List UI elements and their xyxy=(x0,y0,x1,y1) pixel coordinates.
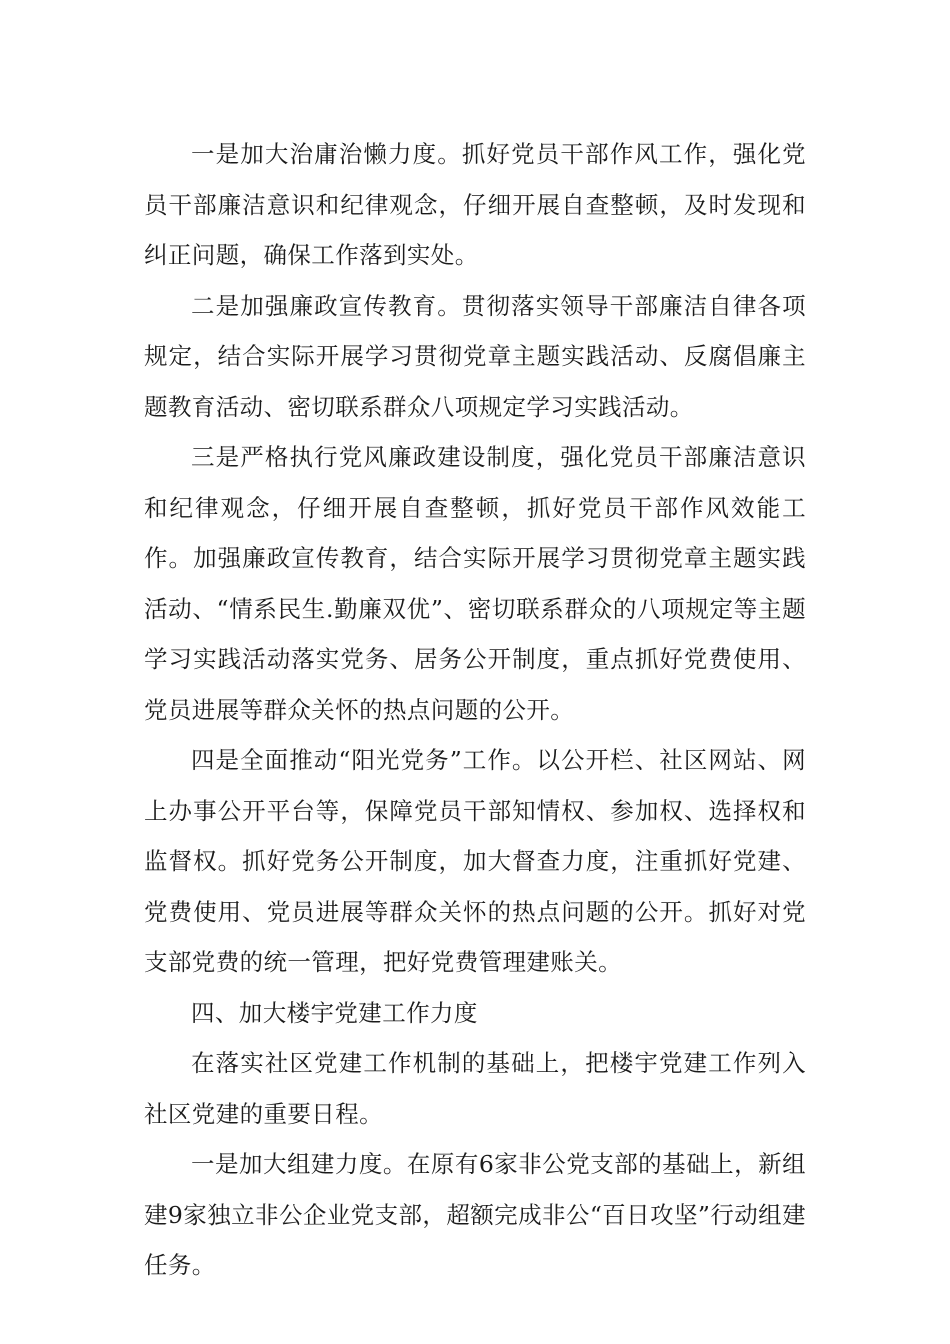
paragraph-party-style-system: 三是严格执行党风廉政建设制度，强化党员干部廉洁意识和纪律观念，仔细开展自查整顿，抓好党员干部作风效能工作。加强廉政宣传教育，结合实际开展学习贯彻党章主题实践活动、“情系民生.勤廉双优”、密切联系群众的八项规定等主题学习实践活动落实党务、居务公开制度，重点抓好党费使用、党员进展等群众关怀的热点问题的公开。 xyxy=(144,443,806,724)
section-heading-building-party: 四、加大楼宇党建工作力度 xyxy=(191,998,478,1027)
paragraph-integrity-education: 二是加强廉政宣传教育。贯彻落实领导干部廉洁自律各项规定，结合实际开展学习贯彻党章主题实践活动、反腐倡廉主题教育活动、密切联系群众八项规定学习实践活动。 xyxy=(144,291,806,421)
document-body xyxy=(144,129,806,1291)
paragraph-sunshine-party-affairs: 四是全面推动“阳光党务”工作。以公开栏、社区网站、网上办事公开平台等，保障党员干部知情权、参加权、选择权和监督权。抓好党务公开制度，加大督查力度，注重抓好党建、党费使用、党员进展等群众关怀的热点问题的公开。抓好对党支部党费的统一管理，把好党费管理建账关。 xyxy=(144,746,806,976)
paragraph-organization-building: 一是加大组建力度。在原有6家非公党支部的基础上，新组建9家独立非公企业党支部，超额完成非公“百日攻坚”行动组建任务。 xyxy=(144,1150,806,1279)
paragraph-building-party-intro: 在落实社区党建工作机制的基础上，把楼宇党建工作列入社区党建的重要日程。 xyxy=(144,1049,806,1128)
paragraph-anti-laziness: 一是加大治庸治懒力度。抓好党员干部作风工作，强化党员干部廉洁意识和纪律观念，仔细开展自查整顿，及时发现和纠正问题，确保工作落到实处。 xyxy=(144,140,806,269)
